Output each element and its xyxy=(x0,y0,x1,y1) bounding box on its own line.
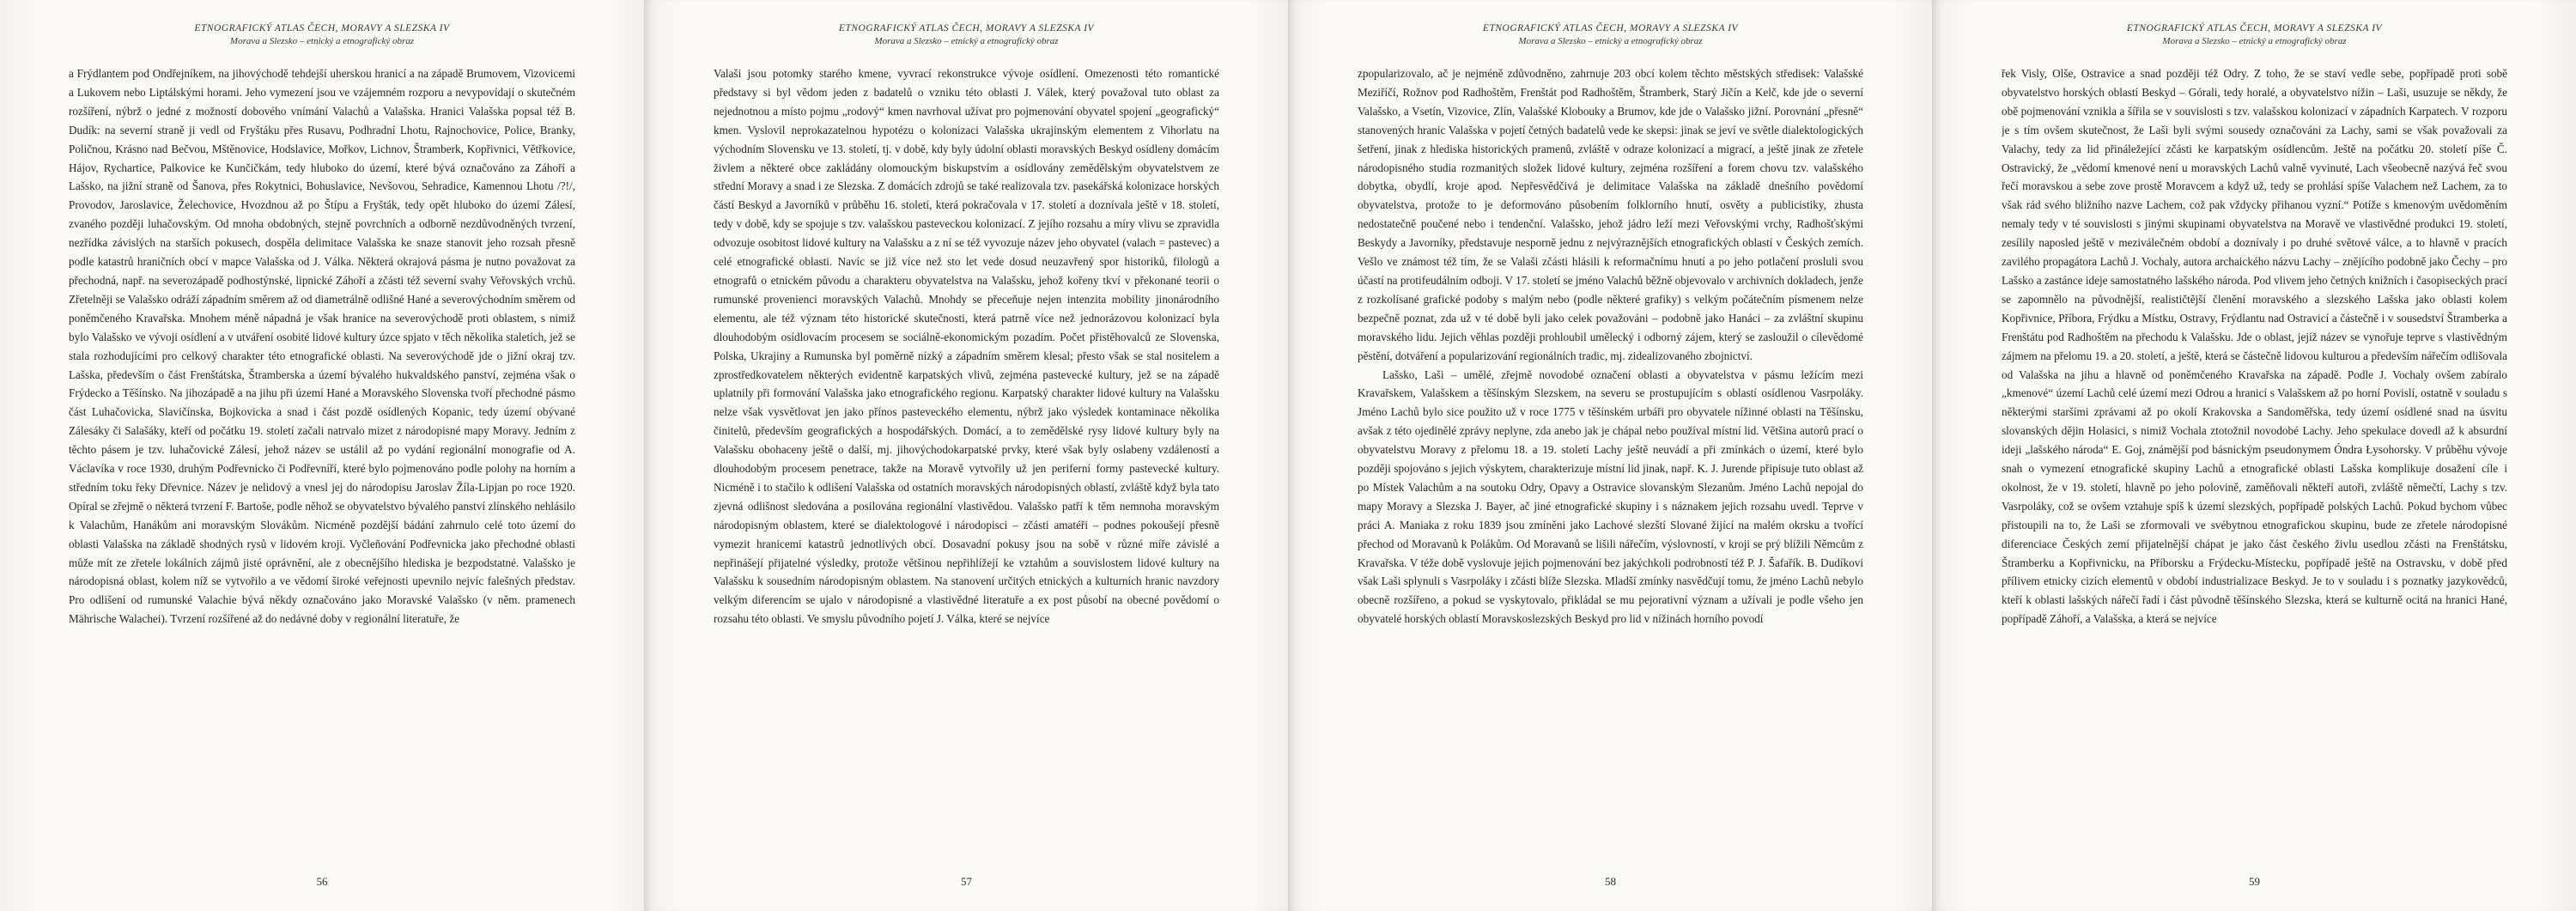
page-57 xyxy=(644,0,1288,911)
page-58 xyxy=(1288,0,1932,911)
running-head-subtitle: Morava a Slezsko – etnický a etnografický obraz xyxy=(1518,36,1703,46)
page-56 xyxy=(0,0,644,911)
body-paragraph: a Frýdlantem pod Ondřejníkem, na jihovýchodě tehdejší uherskou hranicí a na západě Brumovem, Vizovicemi a Lukovem nebo Liptálskými horami. Jeho vymezení jsou ve vzájemném rozporu a nevypovídají o skutečném rozšíření, nýbrž o jedné z možností dobového vnímání Valachů a Valašska. Hranici Valašska popsal též B. Dudík: na severní straně ji vedl od Fryštáku přes Rusavu, Podhradní Lhotu, Rajnochovice, Police, Branky, Poličnou, Krásno nad Bečvou, Mštěnovice, Hodslavice, Mořkov, Lichnov, Štramberk, Kopřivnici, Větřkovice, Hájov, Rychartice, Palkovice ke Kunčičkám, tedy hluboko do území, které bývá označováno za Záhoří a Lašsko, na jižní straně od Šanova, přes Rokytnici, Bohuslavice, Nevšovou, Sehradice, Kamennou Lhotu /?!/, Provodov, Jaroslavice, Želechovice, Hvozdnou až po Štípu a Fryšták, tedy opět hluboko do území Zálesí, zvaného později luhačovským. Od mnoha obdobných, stejně povrchních a odborně nezdůvodněných tvrzení, nezřídka závislých na starších pokusech, dospěla delimitace Valašska ke snaze stanovit jeho rozsah přesně podle katastrů hraničních obcí v mapce Valašska od J. Válka. Některá okrajová pásma je nutno považovat za přechodná, např. na severozápadě podhostýnské, lipnické Záhoří a zčásti též severní svahy Veřovských vrchů. Zřetelněji se Valašsko odráží západním směrem až od diametrálně odlišné Hané a severovýchodním směrem od poněmčeného Kravařska. Mnohem méně nápadná je však hranice na severovýchodě proti oblastem, s nimiž bylo Valašsko ve vývoji osídlení a v utváření osobité lidové kultury úzce spjato v těch několika staletích, jež se stala rozhodujícími pro celkový charakter této etnografické oblasti. Na severovýchodě jde o jižní okraj tzv. Lašska, především o část Frenštátska, Štramberska a území bývalého hukvaldského panství, zejména však o Frýdecko a Těšínsko. Na jihozápadě a na jihu při území Hané a Moravského Slovenska tvoří přechodné pásmo část Luhačovicka, Slavičínska, Bojkovicka a snad i část pozdě osídlených Kopanic, tedy území obývané Zálesáky či Salašáky, kteří od počátku 19. století začali natrvalo mizet z národopisné mapy Moravy. Jedním z těchto pásem je tzv. luhačovické Zálesí, jehož název se ustálil až po vydání regionální monografie od A. Václavíka v roce 1930, druhým Podřevnicko či Podřevníří, které bylo pojmenováno podle polohy na horním a středním toku řeky Dřevnice. Název je nelidový a vnesl jej do národopisu Jaroslav Žíla-Lipjan po roce 1920. Opíral se zřejmě o některá tvrzení F. Bartoše, podle něhož se obyvatelstvo bývalého panství zlínského nehlásilo k Valachům, Hanákům ani moravským Slovákům. Nicméně pozdější bádání zahrnulo celé toto území do oblasti Valašska na základě shodných rysů v lidovém kroji. Vyčleňování Podřevnicka jako přechodné oblasti může mít ze zřetele lokálních zájmů jisté oprávnění, ale z obecnějšího hlediska je bezpodstatné. Valašsko je národopisná oblast, kolem níž se vytvořilo a ve vědomí široké veřejnosti upevnilo nejvíc falešných představ. Pro odlišení od rumunské Valachie bývá někdy označováno jako Moravské Valašsko (v něm. pramenech Mährische Walachei). Tvrzení rozšířené až do nedávné doby v regionální literatuře, že xyxy=(69,67,575,626)
body-paragraph: řek Visly, Olše, Ostravice a snad později též Odry. Z toho, že se staví vedle sebe, popřípadě proti sobě obyvatelstvo horských oblastí Beskyd – Górali, tedy horalé, a obyvatelstvo nížin – Laši, usuzuje se někdy, že obě pojmenování vznikla a šířila se v souvislosti s tzv. valašskou kolonizací v západních Karpatech. V rozporu je s tím ovšem skutečnost, že Laši byli svými sousedy označováni za Lachy, sami se však považovali za Valachy, tedy za lid přináležející zčásti ke karpatským osídlencům. Ještě na počátku 20. století píše Č. Ostravický, že „vědomí kmenové není u moravských Lachů valně vyvinuté, Lach všeobecně nazývá řeč svou řečí moravskou a sebe zove prostě Moravcem a když už, tedy se prohlásí spíše Valachem než Lachem, za to však rád svého bližního nazve Lachem, což pak vždycky přihanou vyzní.“ Potíže s kmenovým uvědoměním nemaly tedy v té souvislosti s jinými skupinami obyvatelstva na Moravě ve vlastivědné produkci 19. století, zesílily naposled ještě v meziválečném období a doznívaly i po druhé světové válce, a to hlavně v pracích zavilého propagátora Lachů J. Vochaly, autora archaického názvu Lachy – znějícího podobně jako Čechy – pro Lašsko a zastánce ideje samostatného lašského národa. Pod vlivem jeho četných knižních i časopiseckých prací se zapomnělo na původnější, realističtější členění moravského a slezského Lašska jako oblasti kolem Kopřivnice, Příbora, Frýdku a Místku, Ostravy, Frýdlantu nad Ostravicí a částečně i v sousedství Štramberka a Frenštátu pod Radhoštěm na přechodu k Valašsku. Jde o oblast, jejíž název se vynořuje teprve s vlastivědným zájmem na přelomu 19. a 20. století, a ještě, která se částečně lidovou kulturou a především nářečím odlišovala od Valašska na jihu a hlavně od poněmčeného Kravařska na západě. Podle J. Vochaly ovšem zabíralo „kmenové“ území Lachů celé území mezi Odrou a hranicí s Valašskem až po horní Povislí, ostatně v souladu s některými staršími zprávami až po okolí Krakovska a Sandoměřska, tedy území osídlené snad na úsvitu slovanských dějin Holasici, s nimiž Vochala ztotožnil novodobé Lachy. Jeho spekulace dovedl až k absurdní ideji „lašského národa“ E. Goj, známější pod básnickým pseudonymem Óndra Łysohorsky. V průběhu vývoje snah o vymezení etnografické skupiny Lachů a etnografické oblasti Lašska komplikuje dosažení cíle i okolnost, že v 19. století, hlavně po jeho polovině, zaměňovali někteří autoři, zvláště němečtí, Lachy s tzv. Vasrpoláky, což se ovšem vztahuje spíš k území slezských, popřípadě polských Lachů. Pokud bychom vůbec přistoupili na to, že Laši se zformovali ve svébytnou etnografickou skupinu, bude ze zřetele národopisné diferenciace Českých zemí přijatelnější chápat je jako část českého živlu usedlou zčásti na Frenštátsku, Štramberku a Kopřivnicku, na Příborsku a Frýdecku-Místecku, popřípadě ještě na Ostravsku, v době před přílivem etnicky cizích elementů v období industrializace Beskyd. Je to v souladu i s poznatky jazykovědců, kteří k oblasti lašských nářečí řadí i část původně těšínského Slezska, která se kulturně ocitá na hranici Hané, popřípadě Záhoří, a Valašska, a která se nejvíce xyxy=(2002,67,2507,626)
running-head-title: ETNOGRAFICKÝ ATLAS ČECH, MORAVY A SLEZSKA IV xyxy=(2126,23,2383,33)
running-head xyxy=(1358,22,1863,47)
page-body xyxy=(1358,64,1863,841)
running-head-subtitle: Morava a Slezsko – etnický a etnografický obraz xyxy=(2162,36,2347,46)
body-paragraph: zpopularizovalo, ač je nejméně zdůvodněno, zahrnuje 203 obcí kolem těchto městských středisek: Valašské Meziříčí, Rožnov pod Radhoštěm, Frenštát pod Radhoštěm, Štramberk, Starý Jičín a Kelč, kde jde o severní Valašsko, a Vsetín, Vizovice, Zlín, Valašské Klobouky a Brumov, kde jde o Valašsko jižní. Porovnání „přesně“ stanovených hranic Valašska v pojetí četných badatelů vede ke skepsi: jinak se jeví ve světle dialektologických šetření, jinak z hlediska historických pramenů, zvláště v odraze kolonizací a migrací, a ještě jinak ze zřetele národopisného studia rozmanitých složek lidové kultury, zejména rozšíření a forem chovu tzv. valašského dobytka, obydlí, kroje apod. Nepřesvědčivá je delimitace Valašska na základě dnešního povědomí obyvatelstva, protože to je deformováno působením folklorního hnutí, osvěty a publicistiky, zhusta nedostatečně poučené nebo i tendenční. Valašsko, jehož jádro leží mezi Veřovskými vrchy, Radhošťskými Beskydy a Javorníky, představuje nesporně jednu z nejvýraznějších etnografických oblastí v Českých zemích. Vešlo ve známost též tím, že se Valaši zčásti hlásili k reformačnímu hnutí a po jeho potlačení prosluli svou účastí na protifeudálním odboji. V 17. století se jméno Valachů běžně objevovalo v archivních dokladech, jenže z rozkolísané grafické podoby s malým nebo (podle některé grafiky) s velkým počátečním písmenem nelze bezpečně poznat, zda už v té době byli jako celek považováni – podobně jako Hanáci – za zvláštní skupinu moravského lidu. Jejich věhlas později prohloubil umělecký i odborný zájem, který se zasloužil o cílevědomé pěstění, dotváření a popularizování regionálních tradic, mj. zidealizovaného zbojnictví. xyxy=(1358,67,1863,362)
body-paragraph: Lašsko, Laši – umělé, zřejmě novodobé označení oblasti a obyvatelstva v pásmu ležícím mezi Kravařskem, Valašskem a těšínským Slezskem, na severu se prostupujícím s oblastí osídlenou Vasrpoláky. Jméno Lachů bylo sice použito už v roce 1775 v těšínském urbáři pro obyvatele nížinné oblasti na Těšínsku, avšak z této ojedinělé zprávy neplyne, zda anebo jak je chápal nebo používal místní lid. Většina autorů prací o obyvatelstvu Moravy z přelomu 18. a 19. století Lachy ještě neuvádí a při zmínkách o území, které bylo později spojováno s jejich výskytem, charakterizuje místní lid jinak, např. K. J. Jurende připisuje tuto oblast až po Místek Valachům a na soutoku Odry, Opavy a Ostravice slovanským Slezanům. Jméno Lachů nepojal do mapy Moravy a Slezska J. Bayer, ač jiné etnografické skupiny i s náznakem jejich rozsahu uvedl. Teprve v práci A. Maniaka z roku 1839 jsou zmíněni jako Lachové slezští Slované žijící na malém okrsku a tvořící přechod od Moravanů k Polákům. Od Moravanů se lišili nářečím, výslovností, v kroji se prý blížili Němcům z Kravařska. V téže době vyslovuje jejich pojmenování bez jakýchkoli podrobností též P. J. Šafařík. B. Dudíkovi však Laši splynuli s Vasrpoláky i zčásti blíže Slezska. Mladší zmínky nasvědčují tomu, že jméno Lachů nebylo obecně rozšířeno, a pokud se vyskytovalo, přikládal se mu pejorativní význam a užívali je podle všeho jen obyvatelé horských oblastí Moravskoslezských Beskyd pro lid v nížinách horního povodí xyxy=(1358,367,1863,626)
page-number: 59 xyxy=(2249,875,2260,888)
running-head xyxy=(2002,22,2507,47)
running-head-title: ETNOGRAFICKÝ ATLAS ČECH, MORAVY A SLEZSKA IV xyxy=(194,23,450,33)
page-number: 58 xyxy=(1605,875,1616,888)
page-number: 57 xyxy=(961,875,972,888)
running-head xyxy=(714,22,1219,47)
running-head-title: ETNOGRAFICKÝ ATLAS ČECH, MORAVY A SLEZSKA IV xyxy=(1482,23,1739,33)
body-paragraph: Valaši jsou potomky starého kmene, vyvrací rekonstrukce vývoje osídlení. Omezenosti této romantické představy si byl vědom jeden z badatelů o vzniku této oblasti J. Válek, který považoval tuto oblast za nejednotnou a místo pojmu „rodový“ kmen navrhoval užívat pro pojmenování obyvatel spojení „geografický“ kmen. Vyslovil neprokazatelnou hypotézu o kolonizaci Valašska ukrajinským elementem z Vihorlatu na východním Slovensku ve 13. století, tj. v době, kdy byly údolní oblasti moravských Beskyd osídleny domácím živlem a některé obce zakládány olomouckým biskupstvím a osídlovány zemědělským obyvatelstvem ze střední Moravy a snad i ze Slezska. Z domácích zdrojů se také realizovala tzv. pasekářská kolonizace horských částí Beskyd a Javorníků v průběhu 16. století, která pokračovala v 17. století a doznívala ještě v 18. století, tedy v době, kdy se spojuje s tzv. valašskou pasteveckou kolonizací. Z jejího rozsahu a míry vlivu se zpravidla odvozuje osobitost lidové kultury na Valašsku a z ní se též vyvozuje název jeho obyvatel (valach = pastevec) a celé etnografické oblasti. Navíc se již více než sto let vede dosud neuzavřený spor historiků, filologů a etnografů o etnickém původu a charakteru obyvatelstva na Valašsku, jehož kořeny tkví v překonané teorii o rumunské provenienci moravských Valachů. Mnohdy se přeceňuje nejen intenzita mobility jinonárodního elementu, ale též význam této historické skutečnosti, která patrně více než jednorázovou kolonizací byla dlouhodobým osídlovacím procesem se sociálně-ekonomickým pozadím. Počet přistěhovalců ze Slovenska, Polska, Ukrajiny a Rumunska byl poměrně nízký a západním směrem klesal; přesto však se stal nositelem a zprostředkovatelem některých evidentně karpatských vlivů, zejména pastevecké kultury, jež se na západě uplatnily při formování Valašska jako etnografického regionu. Karpatský charakter lidové kultury na Valašsku nelze však vysvětlovat jen jako přínos pasteveckého elementu, nýbrž jako výsledek kontaminace několika činitelů, především geografických a hospodářských. Domácí, a to zemědělské rysy lidové kultury byly na Valašsku obohaceny ještě o další, mj. jihovýchodokarpatské prvky, které však byly oslabeny vzdáleností a dlouhodobým procesem penetrace, takže na Moravě vytvořily už jen periferní formy pastevecké kultury. Nicméně i to stačilo k odlišení Valašska od ostatních moravských národopisných oblastí, zvláště když byla tato zjevná odlišnost sledována a posilována regionální vlastivědou. Valašsko patří k těm nemnoha moravským národopisným oblastem, které se dialektologové i národopisci – zčásti amatéři – podnes pokoušejí přesně vymezit hranicemi katastrů jednotlivých obcí. Dosavadní pokusy jsou na sobě v různé míře závislé a nepřinášejí přijatelné výsledky, protože většinou nepřihlížejí ke vztahům a souvislostem lidové kultury na Valašsku k sousedním národopisným oblastem. Na stanovení určitých etnických a kulturních hranic navzdory velkým diferencím se ujalo v národopisné a vlastivědné literatuře a ex post působí na obecné povědomí o rozsahu této oblasti. Ve smyslu původního pojetí J. Válka, které se nejvíce xyxy=(714,67,1219,626)
running-head-subtitle: Morava a Slezsko – etnický a etnografický obraz xyxy=(874,36,1059,46)
running-head-title: ETNOGRAFICKÝ ATLAS ČECH, MORAVY A SLEZSKA IV xyxy=(838,23,1095,33)
page-59 xyxy=(1932,0,2576,911)
running-head xyxy=(69,22,575,47)
page-body xyxy=(69,64,575,841)
page-body xyxy=(714,64,1219,841)
page-body xyxy=(2002,64,2507,841)
page-number: 56 xyxy=(316,875,328,888)
running-head-subtitle: Morava a Slezsko – etnický a etnografický obraz xyxy=(229,36,415,46)
